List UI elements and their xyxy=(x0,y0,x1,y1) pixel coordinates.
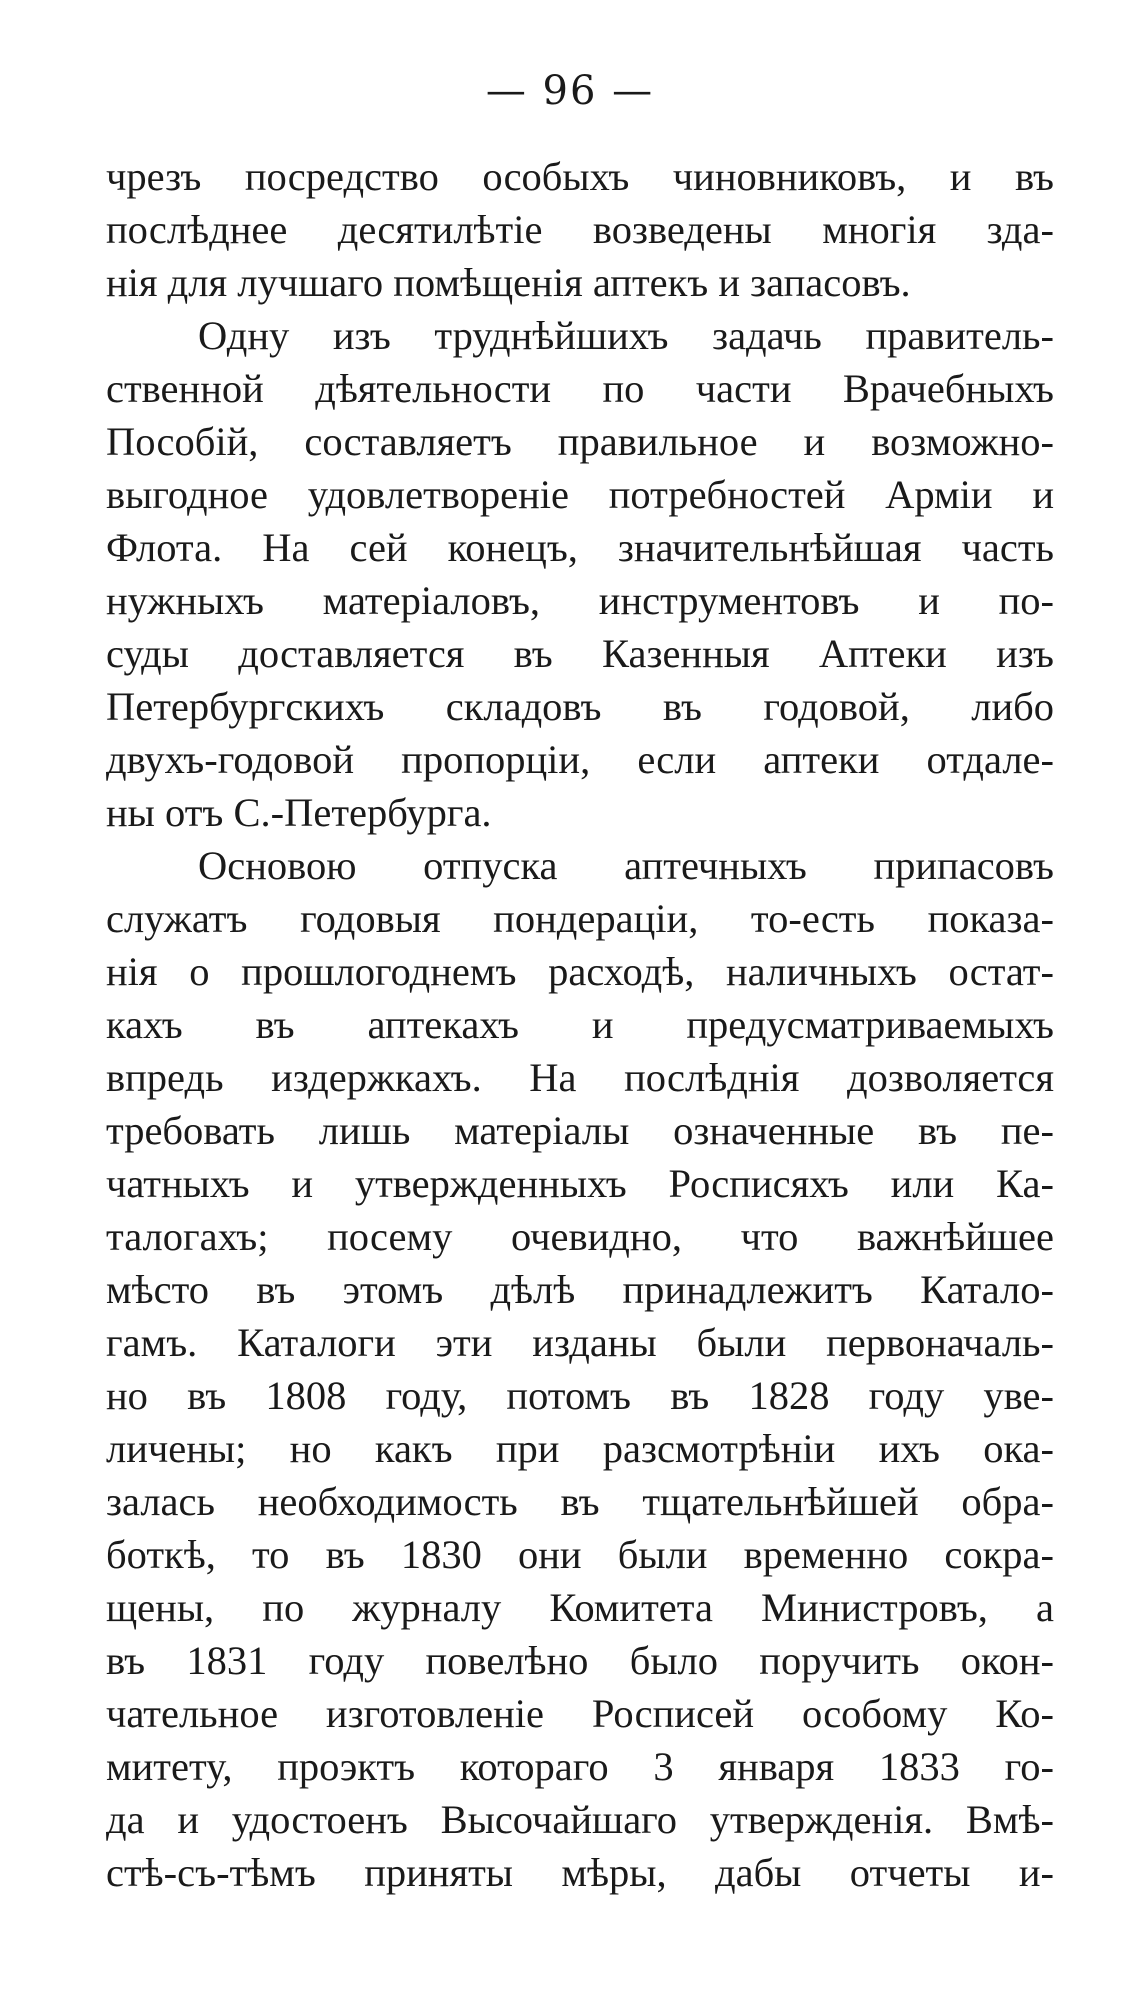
text-line: но въ 1808 году, потомъ въ 1828 году уве- xyxy=(106,1373,1054,1418)
text-line: чрезъ посредство особыхъ чиновниковъ, и въ xyxy=(106,154,1054,199)
body-text xyxy=(106,150,1054,1899)
text-line: гамъ. Каталоги эти изданы были первоначаль- xyxy=(106,1320,1054,1365)
page-number: — 96 — xyxy=(485,68,655,114)
text-line: талогахъ; посему очевидно, что важнѣйшее xyxy=(106,1214,1054,1259)
text-line: Одну изъ труднѣйшихъ задачь правитель- xyxy=(198,313,1054,358)
text-line: двухъ-годовой пропорціи, если аптеки отдале- xyxy=(106,737,1054,782)
text-line: чательное изготовленіе Росписей особому Ко- xyxy=(106,1691,1054,1736)
text-line: кахъ въ аптекахъ и предусматриваемыхъ xyxy=(106,1002,1054,1047)
text-line: въ 1831 году повелѣно было поручить окон- xyxy=(106,1638,1054,1683)
text-line: суды доставляется въ Казенныя Аптеки изъ xyxy=(106,631,1054,676)
text-line: ственной дѣятельности по части Врачебныхъ xyxy=(106,366,1054,411)
text-line: чатныхъ и утвержденныхъ Росписяхъ или Ка- xyxy=(106,1161,1054,1206)
text-line: Основою отпуска аптечныхъ припасовъ xyxy=(198,843,1054,888)
text-line: Пособій, составляетъ правильное и возможно- xyxy=(106,419,1054,464)
text-line: Петербургскихъ складовъ въ годовой, либо xyxy=(106,684,1054,729)
text-line: послѣднее десятилѣтіе возведены многія зда- xyxy=(106,207,1054,252)
text-line: щены, по журналу Комитета Министровъ, а xyxy=(106,1585,1054,1630)
text-line: нія для лучшаго помѣщенія аптекъ и запасовъ. xyxy=(106,260,911,305)
text-line: стѣ-съ-тѣмъ приняты мѣры, дабы отчеты и- xyxy=(106,1850,1054,1895)
text-line: личены; но какъ при разсмотрѣніи ихъ ока- xyxy=(106,1426,1054,1471)
text-line: выгодное удовлетвореніе потребностей Арміи и xyxy=(106,472,1054,517)
text-line: митету, проэктъ котораго 3 января 1833 го- xyxy=(106,1744,1054,1789)
text-line: нужныхъ матеріаловъ, инструментовъ и по- xyxy=(106,578,1054,623)
text-line: залась необходимость въ тщательнѣйшей обра- xyxy=(106,1479,1054,1524)
text-line: Флота. На сей конецъ, значительнѣйшая часть xyxy=(106,525,1054,570)
text-line: требовать лишь матеріалы означенные въ пе- xyxy=(106,1108,1054,1153)
text-line: да и удостоенъ Высочайшаго утвержденія. Вмѣ- xyxy=(106,1797,1054,1842)
text-line: мѣсто въ этомъ дѣлѣ принадлежитъ Катало- xyxy=(106,1267,1054,1312)
text-line: ны отъ С.-Петербурга. xyxy=(106,790,492,835)
text-line: нія о прошлогоднемъ расходѣ, наличныхъ остат- xyxy=(106,949,1054,994)
text-line: служатъ годовыя пондераціи, то-есть показа- xyxy=(106,896,1054,941)
text-line: боткѣ, то въ 1830 они были временно сокра- xyxy=(106,1532,1054,1577)
text-line: впредь издержкахъ. На послѣднія дозволяется xyxy=(106,1055,1054,1100)
